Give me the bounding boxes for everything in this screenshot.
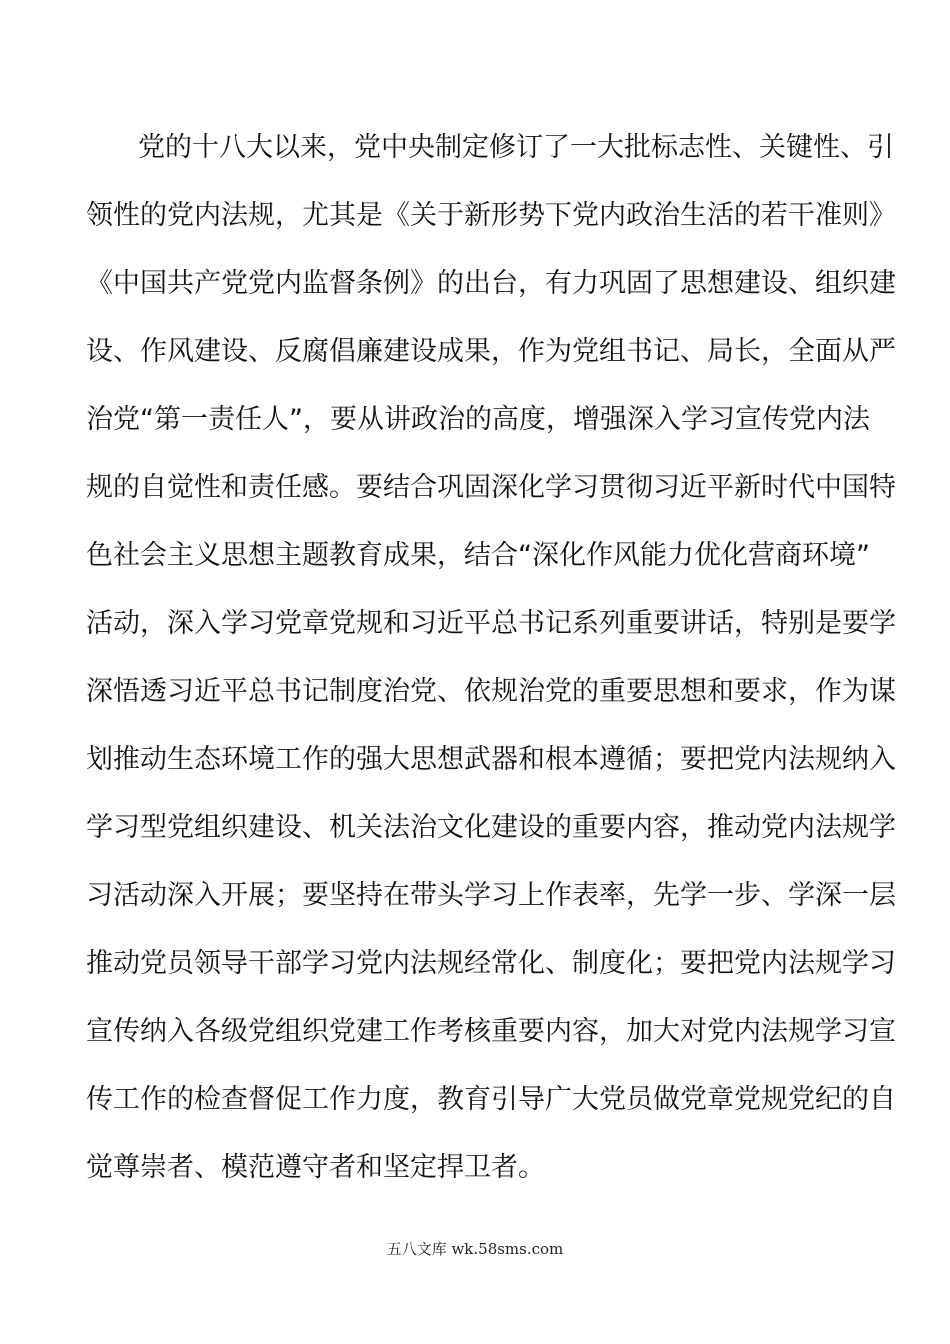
paragraph-line-3: 《 中 国 共 产 党 党 内 监 督 条 例 》 的 出 台 ， 有 力 巩 固 了 思 想 建 设 、 组 织 建 bbox=[86, 268, 896, 299]
paragraph-line-11: 学 习 型 党 组 织 建 设 、 机 关 法 治 文 化 建 设 的 重 要 内 容 ， 推 动 党 内 法 规 学 bbox=[86, 812, 896, 843]
paragraph-line-7: 色 社 会 主 义 思 想 主 题 教 育 成 果 ， 结 合 “ 深 化 作 风 能 力 优 化 营 商 环 境 ” bbox=[86, 540, 870, 571]
footer-watermark: 五八文库 wk.58sms.com bbox=[386, 1240, 564, 1258]
paragraph-line-1: 党 的 十 八 大 以 来 ， 党 中 央 制 定 修 订 了 一 大 批 标 志 性 、 关 键 性 、 引 bbox=[138, 132, 894, 163]
paragraph-line-2: 领 性 的 党 内 法 规 ， 尤 其 是 《 关 于 新 形 势 下 党 内 政 治 生 活 的 若 干 准 则 》 bbox=[86, 200, 896, 231]
paragraph-line-15: 传 工 作 的 检 查 督 促 工 作 力 度 ， 教 育 引 导 广 大 党 员 做 党 章 党 规 党 纪 的 自 bbox=[86, 1084, 896, 1115]
paragraph-line-12: 习 活 动 深 入 开 展 ； 要 坚 持 在 带 头 学 习 上 作 表 率 ， 先 学 一 步 、 学 深 一 层 bbox=[86, 880, 896, 911]
paragraph-line-6: 规 的 自 觉 性 和 责 任 感 。 要 结 合 巩 固 深 化 学 习 贯 彻 习 近 平 新 时 代 中 国 特 bbox=[86, 472, 896, 503]
paragraph-line-5: 治 党 “ 第 一 责 任 人 ” ， 要 从 讲 政 治 的 高 度 ， 增 强 深 入 学 习 宣 传 党 内 法 bbox=[86, 404, 870, 435]
paragraph-line-8: 活 动 ， 深 入 学 习 党 章 党 规 和 习 近 平 总 书 记 系 列 重 要 讲 话 ， 特 别 是 要 学 bbox=[86, 608, 896, 639]
paragraph-line-4: 设 、 作 风 建 设 、 反 腐 倡 廉 建 设 成 果 ， 作 为 党 组 书 记 、 局 长 ， 全 面 从 严 bbox=[86, 336, 896, 367]
paragraph-line-13: 推 动 党 员 领 导 干 部 学 习 党 内 法 规 经 常 化 、 制 度 化 ； 要 把 党 内 法 规 学 习 bbox=[86, 948, 896, 979]
paragraph-line-16: 觉尊崇者、模范遵守者和坚定捍卫者。 bbox=[86, 1152, 545, 1183]
paragraph-line-14: 宣 传 纳 入 各 级 党 组 织 党 建 工 作 考 核 重 要 内 容 ， 加 大 对 党 内 法 规 学 习 宣 bbox=[86, 1016, 896, 1047]
paragraph-line-9: 深 悟 透 习 近 平 总 书 记 制 度 治 党 、 依 规 治 党 的 重 要 思 想 和 要 求 ， 作 为 谋 bbox=[86, 676, 896, 707]
paragraph-line-10: 划 推 动 生 态 环 境 工 作 的 强 大 思 想 武 器 和 根 本 遵 循 ； 要 把 党 内 法 规 纳 入 bbox=[86, 744, 896, 775]
